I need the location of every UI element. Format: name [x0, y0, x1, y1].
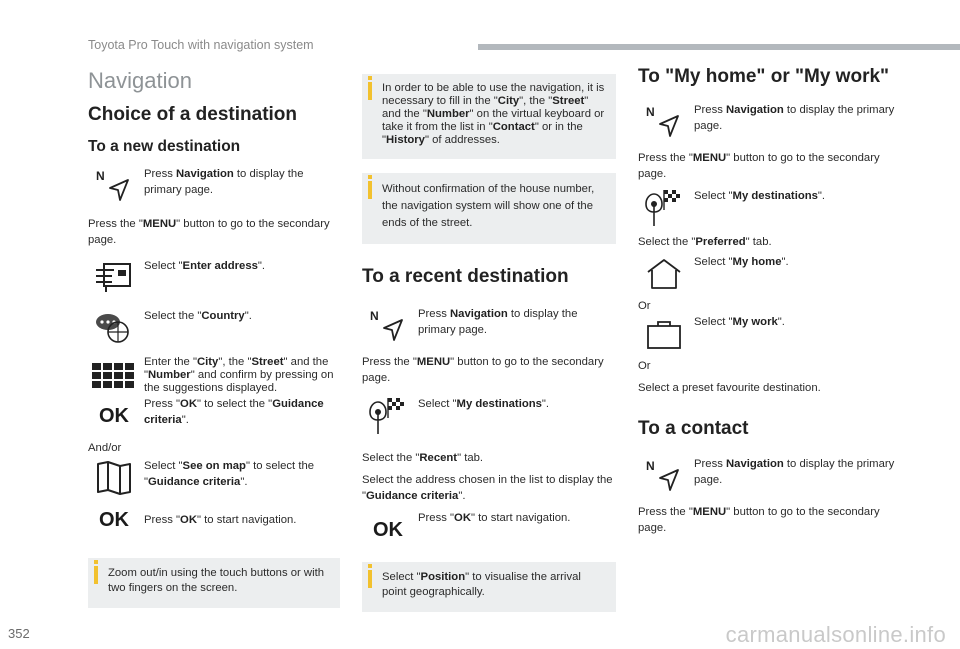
- page-number: 352: [8, 626, 30, 641]
- briefcase-icon: [638, 314, 690, 354]
- svg-text:N: N: [646, 105, 655, 119]
- step-ok-guidance: OK Press "OK" to select the "Guidance criteria".: [88, 396, 340, 436]
- section-title: Navigation: [88, 68, 192, 93]
- navigation-arrow-icon: [362, 306, 414, 346]
- column-3: [638, 60, 900, 536]
- info-icon: [368, 181, 372, 199]
- heading-to-contact: To a contact: [638, 418, 749, 439]
- home-icon: [638, 254, 690, 294]
- para-address-chosen: Select the address chosen in the list to display the "Guidance criteria".: [362, 474, 613, 502]
- ok-icon: OK: [99, 404, 129, 427]
- heading-my-home-work: To "My home" or "My work": [638, 66, 890, 87]
- svg-text:N: N: [370, 309, 379, 323]
- column-1: [88, 60, 340, 608]
- info-icon: [368, 82, 372, 100]
- navigation-arrow-icon: [638, 102, 690, 142]
- navigation-arrow-icon: [88, 166, 140, 206]
- svg-text:N: N: [646, 459, 655, 473]
- note-house-number: Without confirmation of the house number, the navigation system will show one of the ends of the street.: [362, 173, 616, 244]
- step-my-destinations: Select "My destinations".: [362, 396, 616, 436]
- para-menu: Press the "MENU" button to go to the secondary page.: [638, 152, 880, 180]
- step-press-navigation: N Press Navigation to display the primary page.: [638, 456, 900, 496]
- step-enter-address: Select "Enter address".: [88, 258, 340, 298]
- para-or: Or: [638, 360, 651, 372]
- step-press-navigation: N Press Navigation to display the primary page.: [88, 166, 340, 206]
- navigation-arrow-icon: [638, 456, 690, 496]
- para-preset: Select a preset favourite destination.: [638, 382, 821, 394]
- country-globe-icon: [88, 308, 140, 348]
- map-icon: [88, 458, 140, 498]
- para-menu: Press the "MENU" button to go to the secondary page.: [638, 506, 880, 534]
- heading-new-destination: To a new destination: [88, 138, 241, 155]
- info-icon: [94, 566, 98, 584]
- note-zoom: Zoom out/in using the touch buttons or with two fingers on the screen.: [88, 558, 340, 608]
- para-recent-tab: Select the "Recent" tab.: [362, 452, 484, 464]
- keyboard-grid-icon: [88, 356, 140, 396]
- heading-recent-destination: To a recent destination: [362, 266, 569, 287]
- info-icon: [368, 570, 372, 588]
- step-country: Select the "Country".: [88, 308, 340, 348]
- para-or: Or: [638, 300, 651, 312]
- step-press-navigation: N Press Navigation to display the primary page.: [638, 102, 900, 142]
- step-my-work: Select "My work".: [638, 314, 900, 354]
- ok-icon: OK: [99, 508, 129, 531]
- para-menu: Press the "MENU" button to go to the secondary page.: [88, 218, 330, 246]
- step-my-home: Select "My home".: [638, 254, 900, 294]
- ok-icon: OK: [373, 518, 403, 541]
- column-2: [362, 16, 616, 612]
- heading-choice-of-destination: Choice of a destination: [88, 104, 298, 125]
- step-enter-city-street: Enter the "City", the "Street" and the "Number" and confirm by pressing on the suggestions displayed.: [88, 356, 340, 396]
- step-see-on-map: Select "See on map" to select the "Guidance criteria".: [88, 458, 340, 498]
- para-menu: Press the "MENU" button to go to the secondary page.: [362, 356, 604, 384]
- step-my-destinations: Select "My destinations".: [638, 188, 900, 228]
- para-preferred-tab: Select the "Preferred" tab.: [638, 236, 772, 248]
- svg-text:N: N: [96, 169, 105, 183]
- step-press-navigation: N Press Navigation to display the primary page.: [362, 306, 616, 346]
- step-ok-start: OK Press "OK" to start navigation.: [88, 500, 340, 540]
- watermark: carmanualsonline.info: [725, 622, 946, 647]
- destination-flag-icon: [638, 188, 690, 228]
- destination-flag-icon: [362, 396, 414, 436]
- para-andor: And/or: [88, 442, 122, 454]
- step-ok-start: OK Press "OK" to start navigation.: [362, 510, 616, 550]
- enter-address-icon: [88, 258, 140, 298]
- note-fill-address: In order to be able to use the navigation, it is necessary to fill in the "City", the "Street" and the "Number" on the virtual keyboard or take it from the list in "Contact" or in the "History" of addresses.: [362, 74, 616, 159]
- note-position: Select "Position" to visualise the arrival point geographically.: [362, 562, 616, 612]
- running-header-title: Toyota Pro Touch with navigation system: [88, 38, 314, 52]
